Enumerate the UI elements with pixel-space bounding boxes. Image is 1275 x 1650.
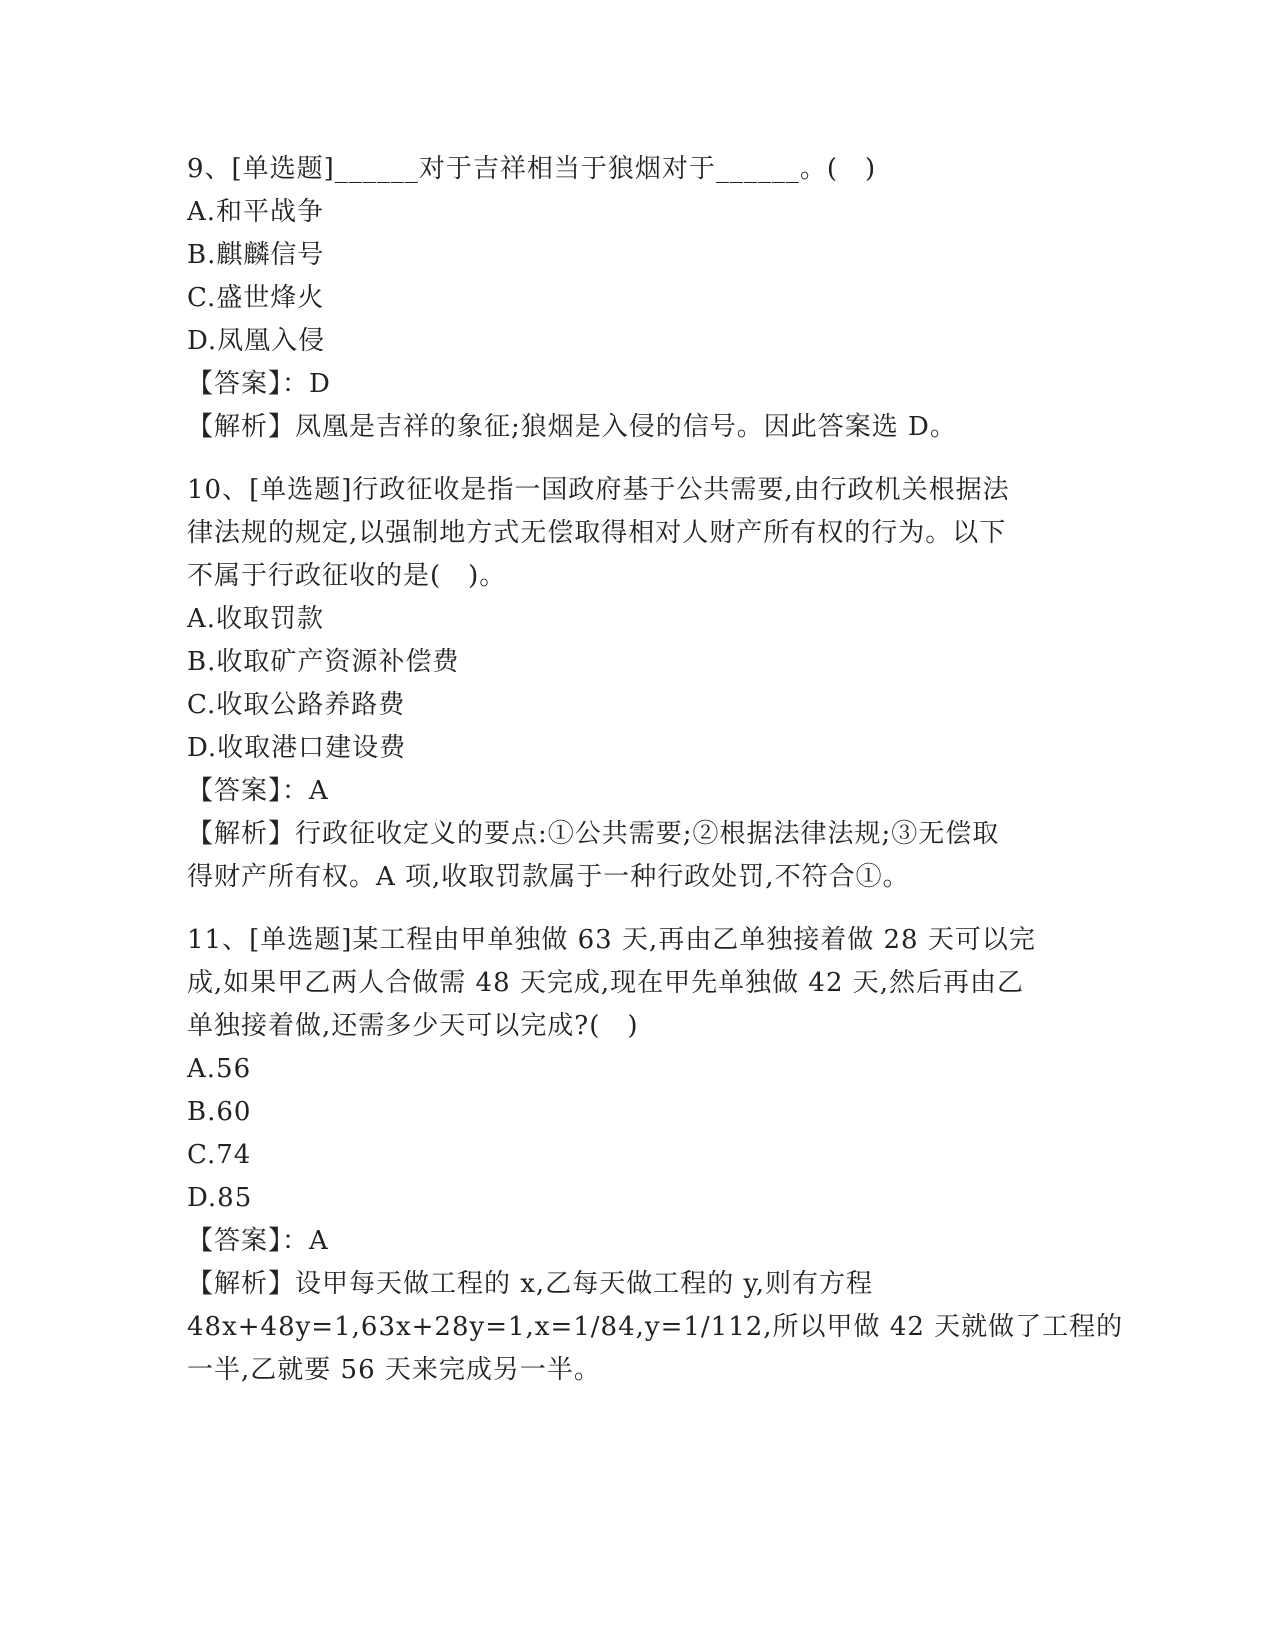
option-d: D.收取港口建设费 (187, 733, 407, 763)
question-11 (187, 919, 1124, 1392)
analysis-line-1: 【解析】行政征收定义的要点:①公共需要;②根据法律法规;③无偿取 (187, 819, 1000, 849)
analysis-line-3: 一半,乙就要 56 天来完成另一半。 (187, 1355, 601, 1385)
document-page (187, 148, 1124, 1412)
question-10 (187, 469, 1087, 899)
answer: 【答案】：A (187, 776, 329, 806)
analysis: 【解析】凤凰是吉祥的象征;狼烟是入侵的信号。因此答案选 D。 (187, 412, 957, 442)
answer: 【答案】：A (187, 1226, 329, 1256)
question-9 (187, 148, 1087, 449)
analysis-line-2: 得财产所有权。A 项,收取罚款属于一种行政处罚,不符合①。 (187, 862, 910, 892)
option-c: C.收取公路养路费 (187, 690, 406, 720)
question-stem-line-3: 单独接着做,还需多少天可以完成?( ) (187, 1011, 639, 1041)
question-stem-line-1: 11、[单选题]某工程由甲单独做 63 天,再由乙单独接着做 28 天可以完 (187, 925, 1036, 955)
option-b: B.收取矿产资源补偿费 (187, 647, 460, 677)
analysis-line-2: 48x+48y=1,63x+28y=1,x=1/84,y=1/112,所以甲做 42 天就做了工程的 (187, 1312, 1124, 1342)
option-d: D.85 (187, 1183, 253, 1213)
option-a: A.和平战争 (187, 197, 325, 227)
option-b: B.麒麟信号 (187, 240, 325, 270)
option-c: C.74 (187, 1140, 252, 1170)
question-stem: 9、[单选题]______对于吉祥相当于狼烟对于______。( ) (187, 154, 877, 184)
option-b: B.60 (187, 1097, 252, 1127)
option-a: A.收取罚款 (187, 604, 325, 634)
option-a: A.56 (187, 1054, 252, 1084)
question-stem-line-1: 10、[单选题]行政征收是指一国政府基于公共需要,由行政机关根据法 (187, 475, 1010, 505)
question-stem-line-2: 成,如果甲乙两人合做需 48 天完成,现在甲先单独做 42 天,然后再由乙 (187, 968, 1025, 998)
question-stem-line-2: 律法规的规定,以强制地方式无偿取得相对人财产所有权的行为。以下 (187, 518, 1007, 548)
option-d: D.凤凰入侵 (187, 326, 326, 356)
question-stem-line-3: 不属于行政征收的是( )。 (187, 561, 507, 591)
option-c: C.盛世烽火 (187, 283, 325, 313)
analysis-line-1: 【解析】设甲每天做工程的 x,乙每天做工程的 y,则有方程 (187, 1269, 873, 1299)
answer: 【答案】：D (187, 369, 331, 399)
